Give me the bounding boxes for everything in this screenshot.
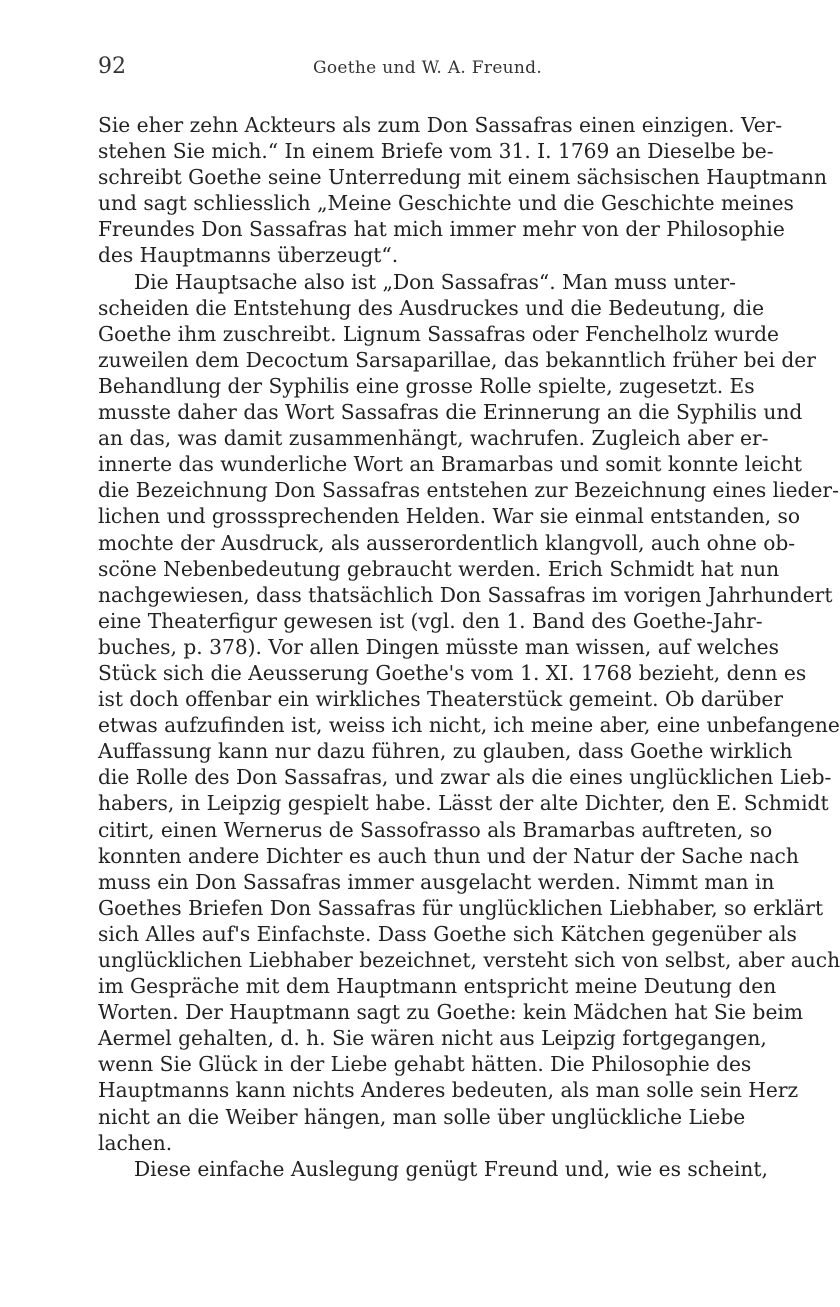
text-line: schreibt Goethe seine Unterredung mit einem sächsischen Hauptmann xyxy=(98,165,828,190)
text-line: Die Hauptsache also ist „Don Sassafras“. Man muss unter- xyxy=(134,269,736,294)
text-line: im Gespräche mit dem Hauptmann entspricht meine Deutung den xyxy=(98,974,777,999)
text-line: muss ein Don Sassafras immer ausgelacht werden. Nimmt man in xyxy=(98,869,775,894)
text-line: die Rolle des Don Sassafras, und zwar als die eines unglücklichen Lieb- xyxy=(98,765,832,790)
text-line: an das, was damit zusammenhängt, wachrufen. Zugleich aber er- xyxy=(98,426,769,451)
text-line: Aermel gehalten, d. h. Sie wären nicht aus Leipzig fortgegangen, xyxy=(98,1026,767,1051)
text-line: zuweilen dem Decoctum Sarsaparillae, das bekanntlich früher bei der xyxy=(98,347,816,372)
text-line: wenn Sie Glück in der Liebe gehabt hätten. Die Philosophie des xyxy=(98,1052,752,1077)
text-line: Auffassung kann nur dazu führen, zu glauben, dass Goethe wirklich xyxy=(98,739,793,764)
text-line: habers, in Leipzig gespielt habe. Lässt der alte Dichter, den E. Schmidt xyxy=(98,791,829,816)
text-line: Stück sich die Aeusserung Goethe's vom 1. XI. 1768 bezieht, denn es xyxy=(98,660,807,685)
text-line: Sie eher zehn Ackteurs als zum Don Sassafras einen einzigen. Ver- xyxy=(98,113,783,137)
text-line: scheiden die Entstehung des Ausdruckes und die Bedeutung, die xyxy=(98,295,765,320)
text-line: buches, p. 378). Vor allen Dingen müsste man wissen, auf welches xyxy=(98,634,779,659)
text-line: konnten andere Dichter es auch thun und der Natur der Sache nach xyxy=(98,843,799,868)
text-line: unglücklichen Liebhaber bezeichnet, versteht sich von selbst, aber auch xyxy=(98,948,840,972)
text-line: Freundes Don Sassafras hat mich immer mehr von der Philosophie xyxy=(98,217,785,242)
text-line: scöne Nebenbedeutung gebraucht werden. Erich Schmidt hat nun xyxy=(98,556,780,581)
text-line: stehen Sie mich.“ In einem Briefe vom 31. I. 1769 an Dieselbe be- xyxy=(98,139,774,164)
text-line: nachgewiesen, dass thatsächlich Don Sassafras im vorigen Jahrhundert xyxy=(98,582,833,607)
text-line: Behandlung der Syphilis eine grosse Rolle spielte, zugesetzt. Es xyxy=(98,373,755,398)
text-line: nicht an die Weiber hängen, man solle über unglückliche Liebe xyxy=(98,1104,746,1129)
text-line: lachen. xyxy=(98,1130,173,1155)
text-line: citirt, einen Wernerus de Sassofrasso als Bramarbas auftreten, so xyxy=(98,817,773,842)
page-header xyxy=(98,54,718,84)
text-line: die Bezeichnung Don Sassafras entstehen zur Bezeichnung eines lieder- xyxy=(98,478,839,503)
text-line: lichen und grosssprechenden Helden. War sie einmal entstanden, so xyxy=(98,504,801,529)
text-line: sich Alles auf's Einfachste. Dass Goethe sich Kätchen gegenüber als xyxy=(98,921,797,946)
text-line: ist doch offenbar ein wirkliches Theaterstück gemeint. Ob darüber xyxy=(98,687,783,712)
text-line: eine Theaterfigur gewesen ist (vgl. den 1. Band des Goethe-Jahr- xyxy=(98,608,763,633)
text-line: innerte das wunderliche Wort an Bramarbas und somit konnte leicht xyxy=(98,452,803,477)
text-line: Goethes Briefen Don Sassafras für unglücklichen Liebhaber, so erklärt xyxy=(98,895,824,920)
running-head: Goethe und W. A. Freund. xyxy=(313,58,543,78)
text-line: etwas aufzufinden ist, weiss ich nicht, ich meine aber, eine unbefangene xyxy=(98,713,840,738)
text-line: und sagt schliesslich „Meine Geschichte und die Geschichte meines xyxy=(98,191,794,216)
text-line: musste daher das Wort Sassafras die Erinnerung an die Syphilis und xyxy=(98,400,803,425)
text-line: mochte der Ausdruck, als ausserordentlich klangvoll, auch ohne ob- xyxy=(98,530,796,555)
page-number: 92 xyxy=(98,54,126,79)
text-line: Hauptmanns kann nichts Anderes bedeuten, als man solle sein Herz xyxy=(98,1078,799,1103)
text-line: Diese einfache Auslegung genügt Freund und, wie es scheint, xyxy=(134,1156,768,1181)
text-line: des Hauptmanns überzeugt“. xyxy=(98,243,399,268)
text-line: Worten. Der Hauptmann sagt zu Goethe: kein Mädchen hat Sie beim xyxy=(98,1000,804,1025)
body-text xyxy=(98,112,840,1182)
text-line: Goethe ihm zuschreibt. Lignum Sassafras oder Fenchelholz wurde xyxy=(98,321,779,346)
